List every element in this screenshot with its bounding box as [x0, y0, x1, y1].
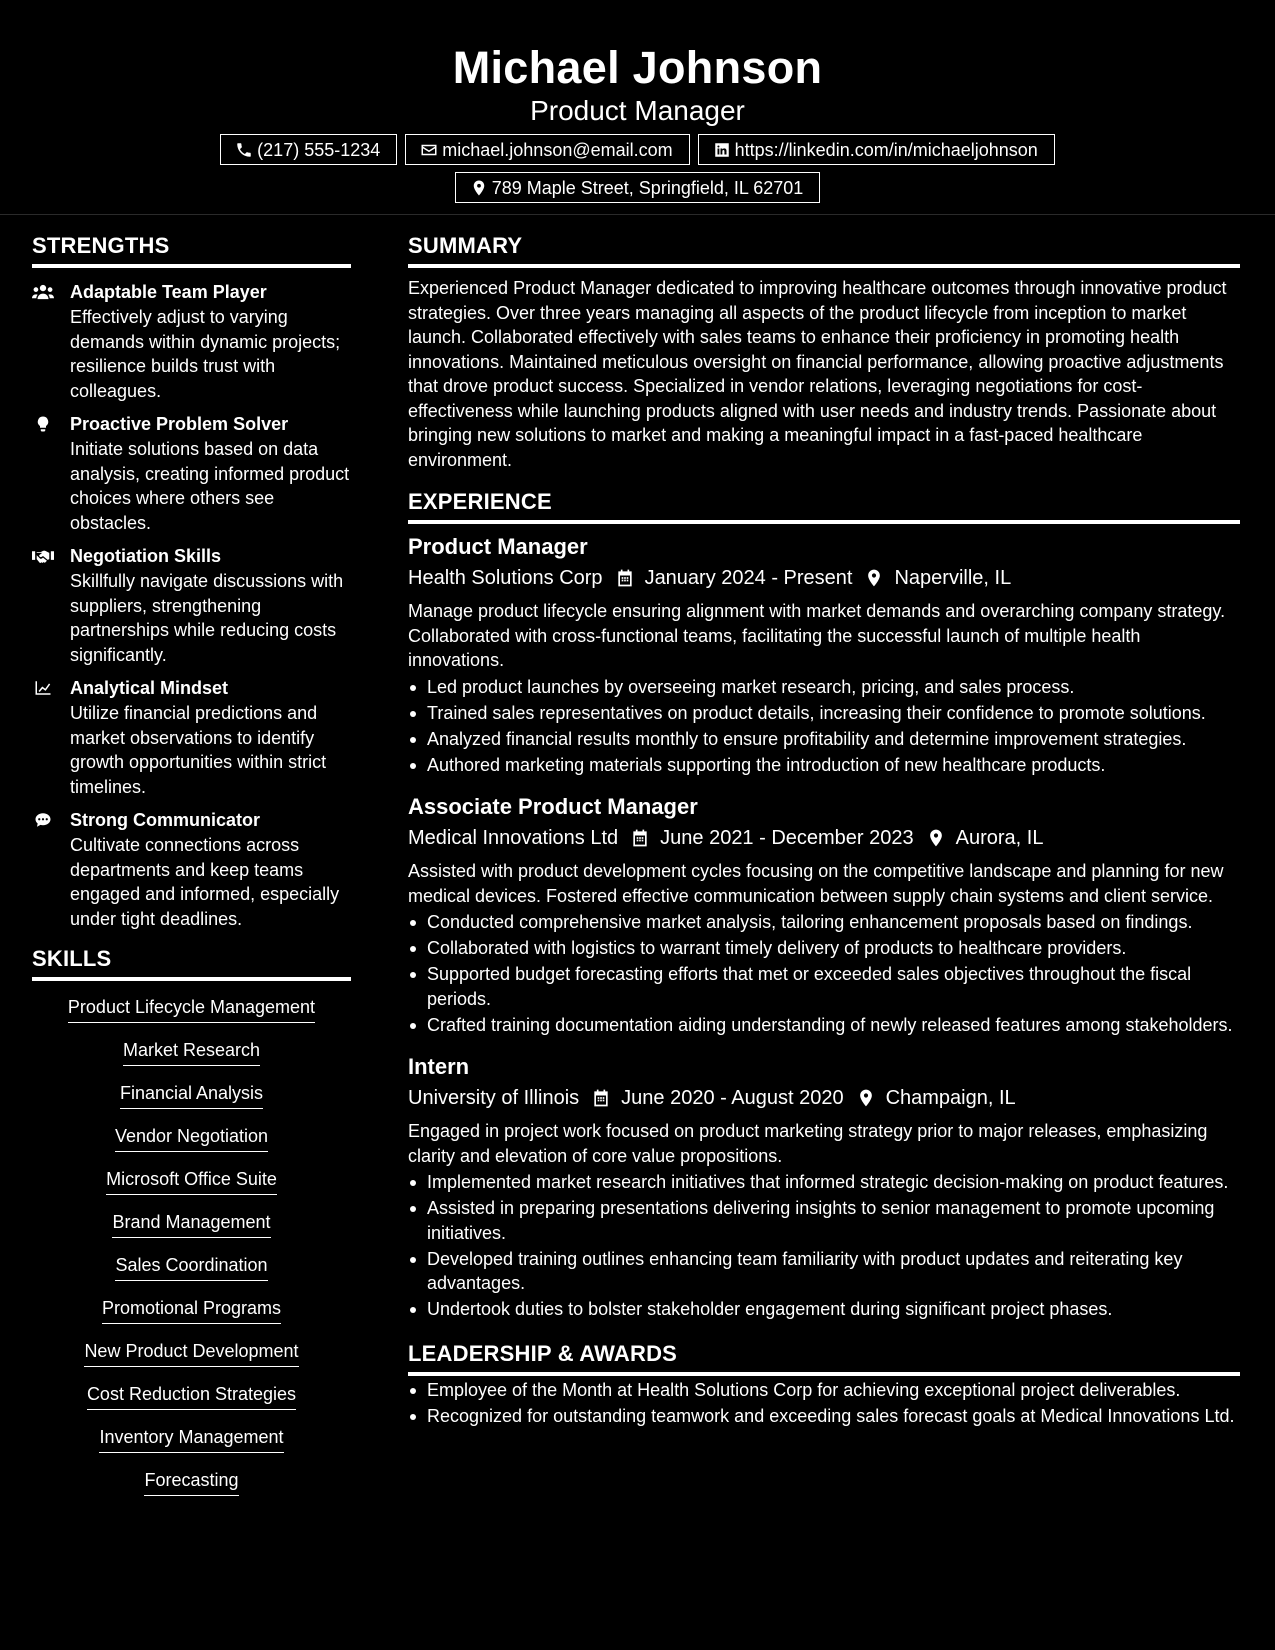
bullet-item: Developed training outlines enhancing team familiarity with product updates and reiterating key advantages. [408, 1247, 1240, 1296]
resume-header [0, 0, 1275, 215]
calendar-icon [630, 828, 650, 848]
map-pin-icon [856, 1088, 876, 1108]
skill-item: Forecasting [144, 1468, 238, 1496]
bullet-item: Collaborated with logistics to warrant timely delivery of products to healthcare providers. [408, 936, 1240, 961]
skill-item: Financial Analysis [120, 1081, 263, 1109]
skill-item: New Product Development [84, 1339, 298, 1367]
skill-item: Market Research [123, 1038, 260, 1066]
bullet-item: Analyzed financial results monthly to ensure profitability and determine improvement strategies. [408, 727, 1240, 752]
strength-description: Initiate solutions based on data analysis, creating informed product choices where others see obstacles. [70, 439, 350, 533]
right-column [408, 232, 1240, 1430]
job-entry [408, 533, 1240, 777]
job-company: Health Solutions Corp [408, 567, 603, 589]
address-row [0, 172, 1275, 203]
handshake-icon [32, 547, 54, 565]
job-bullets [408, 1170, 1240, 1322]
experience-section [408, 488, 1240, 1322]
bullet-item: Trained sales representatives on product details, increasing their confidence to promote solutions. [408, 701, 1240, 726]
map-pin-icon [470, 179, 488, 197]
skills-heading: SKILLS [32, 945, 351, 981]
strength-item [32, 808, 351, 931]
strength-description: Cultivate connections across departments and keep teams engaged and informed, especially under tight deadlines. [70, 835, 340, 929]
linkedin-text: https://linkedin.com/in/michaeljohnson [734, 139, 1038, 160]
contact-row [0, 134, 1275, 165]
bullet-item: Conducted comprehensive market analysis, tailoring enhancement proposals based on findings. [408, 910, 1240, 935]
strength-title: Analytical Mindset [70, 678, 229, 698]
bullet-item: Crafted training documentation aiding understanding of newly released features among stakeholders. [408, 1013, 1240, 1038]
bullet-item: Supported budget forecasting efforts that met or exceeded sales objectives throughout the fiscal periods. [408, 962, 1240, 1011]
job-company: University of Illinois [408, 1087, 580, 1109]
candidate-name: Michael Johnson [452, 42, 823, 93]
calendar-icon [615, 568, 635, 588]
job-entry [408, 1053, 1240, 1322]
skill-item: Inventory Management [99, 1425, 283, 1453]
bullet-item: Undertook duties to bolster stakeholder engagement during significant project phases. [408, 1297, 1240, 1322]
job-description: Manage product lifecycle ensuring alignment with market demands and overarching company strategy. Collaborated with cross-functional teams, facilitating the successful launch of multiple health innovations. [408, 601, 1226, 670]
awards-heading: LEADERSHIP & AWARDS [408, 1340, 1240, 1376]
summary-text: Experienced Product Manager dedicated to improving healthcare outcomes through innovative product strategies. Over three years managing all aspects of the product lifecycle from inception to market launch. Collaborated effectively with sales teams to enhance their proficiency in promoting health innovations. Maintained meticulous oversight on financial performance, allowing proactive adjustments that drove product success. Specialized in vendor relations, leveraging negotiations for cost-effectiveness while launching products aligned with user needs and industry trends. Passionate about bringing new solutions to market and making a meaningful impact in a fast-paced healthcare environment. [408, 278, 1227, 470]
chart-line-icon [32, 679, 54, 697]
users-icon [32, 283, 54, 301]
job-title: Product Manager [408, 534, 588, 559]
job-dates: January 2024 - Present [644, 567, 853, 589]
map-pin-icon [926, 828, 946, 848]
skill-item: Promotional Programs [102, 1296, 281, 1324]
comment-icon [32, 811, 54, 829]
strength-item [32, 280, 351, 403]
job-dates: June 2021 - December 2023 [660, 827, 914, 849]
job-description: Engaged in project work focused on product marketing strategy prior to major releases, emphasizing clarity and elevation of core value propositions. [408, 1121, 1208, 1166]
candidate-role: Product Manager [530, 95, 745, 126]
job-location: Naperville, IL [894, 567, 1012, 589]
strengths-heading: STRENGTHS [32, 232, 351, 268]
summary-heading: SUMMARY [408, 232, 1240, 268]
job-company: Medical Innovations Ltd [408, 827, 619, 849]
awards-section [408, 1340, 1240, 1429]
skills-list [32, 995, 351, 1511]
bullet-item: Led product launches by overseeing market research, pricing, and sales process. [408, 675, 1240, 700]
map-pin-icon [864, 568, 884, 588]
experience-heading: EXPERIENCE [408, 488, 1240, 524]
strength-title: Adaptable Team Player [70, 282, 267, 302]
strength-description: Effectively adjust to varying demands within dynamic projects; resilience builds trust with colleagues. [70, 307, 341, 401]
award-item: Recognized for outstanding teamwork and exceeding sales forecast goals at Medical Innovations Ltd. [408, 1404, 1240, 1429]
address-contact[interactable] [455, 172, 821, 203]
skill-item: Vendor Negotiation [115, 1124, 268, 1152]
linkedin-icon [713, 141, 731, 159]
job-title: Associate Product Manager [408, 794, 698, 819]
job-location: Champaign, IL [885, 1087, 1016, 1109]
strength-description: Skillfully navigate discussions with suppliers, strengthening partnerships while reducing costs significantly. [70, 571, 344, 665]
job-description: Assisted with product development cycles focusing on the competitive landscape and planning for new medical devices. Fostered effective communication between supply chain systems and client service. [408, 861, 1224, 906]
awards-list [408, 1378, 1240, 1429]
strength-item [32, 676, 351, 799]
phone-text: (217) 555-1234 [257, 139, 381, 160]
strength-description: Utilize financial predictions and market observations to identify growth opportunities within strict timelines. [70, 703, 327, 797]
strengths-list [32, 280, 351, 931]
email-text: michael.johnson@email.com [442, 139, 673, 160]
phone-contact[interactable] [220, 134, 397, 165]
left-column [32, 232, 351, 1511]
bullet-item: Assisted in preparing presentations delivering insights to senior management to promote upcoming initiatives. [408, 1196, 1240, 1245]
calendar-icon [591, 1088, 611, 1108]
job-meta [408, 1083, 1240, 1113]
job-title: Intern [408, 1054, 470, 1079]
skill-item: Sales Coordination [115, 1253, 267, 1281]
bullet-item: Authored marketing materials supporting the introduction of new healthcare products. [408, 753, 1240, 778]
phone-icon [235, 141, 253, 159]
linkedin-contact[interactable] [698, 134, 1055, 165]
strength-item [32, 412, 351, 535]
envelope-icon [420, 141, 438, 159]
strength-item [32, 544, 351, 667]
job-bullets [408, 675, 1240, 778]
strength-title: Negotiation Skills [70, 546, 222, 566]
skills-section [32, 945, 351, 1511]
job-dates: June 2020 - August 2020 [621, 1087, 844, 1109]
strength-title: Strong Communicator [70, 810, 261, 830]
email-contact[interactable] [405, 134, 689, 165]
skill-item: Product Lifecycle Management [68, 995, 315, 1023]
skill-item: Microsoft Office Suite [106, 1167, 277, 1195]
strength-title: Proactive Problem Solver [70, 414, 289, 434]
skill-item: Cost Reduction Strategies [87, 1382, 296, 1410]
job-meta [408, 823, 1240, 853]
skill-item: Brand Management [112, 1210, 270, 1238]
address-text: 789 Maple Street, Springfield, IL 62701 [491, 177, 804, 198]
job-meta [408, 563, 1240, 593]
bullet-item: Implemented market research initiatives that informed strategic decision-making on product features. [408, 1170, 1240, 1195]
job-bullets [408, 910, 1240, 1037]
lightbulb-icon [32, 415, 54, 433]
job-location: Aurora, IL [955, 827, 1044, 849]
job-entry [408, 793, 1240, 1037]
award-item: Employee of the Month at Health Solutions Corp for achieving exceptional project deliverables. [408, 1378, 1240, 1403]
